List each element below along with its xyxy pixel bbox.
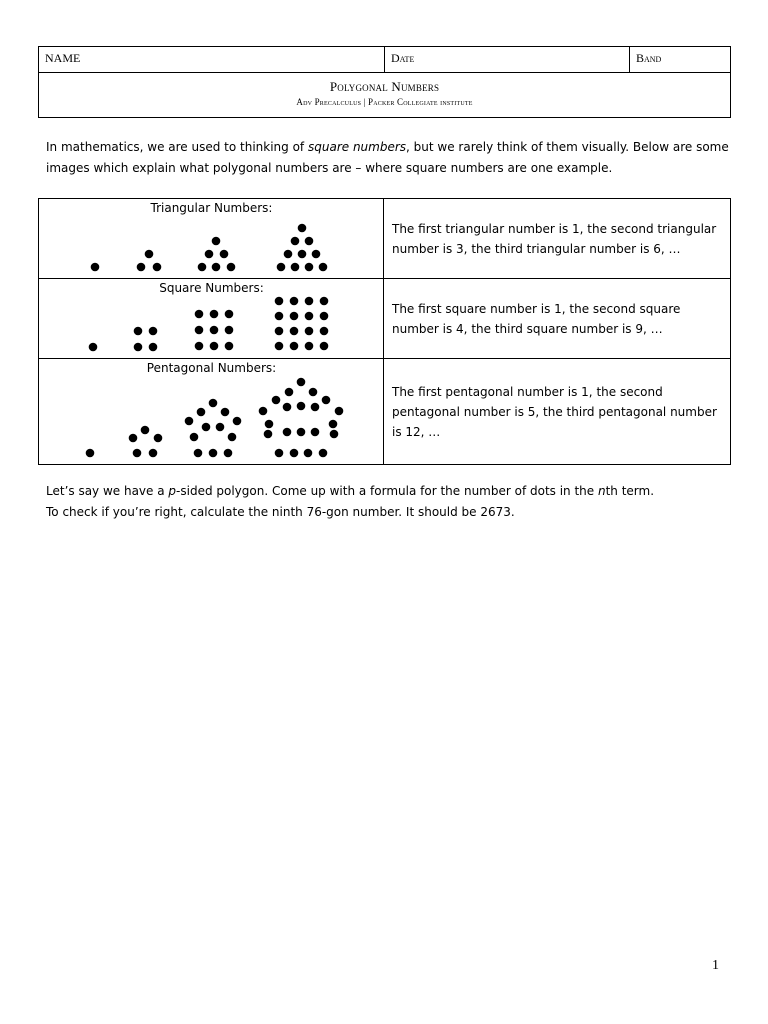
dot <box>185 417 194 426</box>
dot <box>190 433 199 442</box>
dot <box>154 434 163 443</box>
name-field[interactable] <box>39 47 384 72</box>
variable-n: n <box>597 484 606 498</box>
dot <box>212 263 221 272</box>
dot <box>283 428 292 437</box>
dot <box>284 250 293 259</box>
dot <box>305 312 314 321</box>
dot <box>259 407 268 416</box>
dot <box>311 403 320 412</box>
question-line-1 <box>46 481 736 502</box>
dot <box>195 342 204 351</box>
dot <box>195 310 204 319</box>
dot <box>275 342 284 351</box>
dot <box>210 342 219 351</box>
dot <box>194 449 203 458</box>
band-field[interactable] <box>629 47 732 72</box>
dot <box>275 297 284 306</box>
dot <box>209 399 218 408</box>
triangular-description: The first triangular number is 1, the second triangular number is 3, the third triangular number is 6, … <box>392 221 717 256</box>
question-text-a: Let’s say we have a <box>46 484 169 498</box>
dot <box>275 449 284 458</box>
dot <box>137 263 146 272</box>
question-text-c: th term. <box>605 484 655 498</box>
dot <box>134 343 143 352</box>
square-figure-cell <box>39 279 384 358</box>
dot <box>305 297 314 306</box>
dot <box>298 224 307 233</box>
pentagonal-description-cell <box>384 359 730 464</box>
question-paragraph <box>46 481 736 523</box>
dot <box>198 263 207 272</box>
dot <box>205 250 214 259</box>
triangular-label: Triangular Numbers: <box>150 201 273 215</box>
document-title: Polygonal Numbers <box>329 79 440 94</box>
dot <box>265 420 274 429</box>
dot <box>216 423 225 432</box>
dot <box>197 408 206 417</box>
dot <box>228 433 237 442</box>
triangular-figure-cell <box>39 199 384 278</box>
dot <box>210 326 219 335</box>
band-label: Band <box>636 51 662 65</box>
dot <box>220 250 229 259</box>
variable-p: p <box>168 484 177 498</box>
pentagonal-dots-figure <box>39 359 384 464</box>
dot <box>304 449 313 458</box>
dot <box>312 250 321 259</box>
intro-emphasis: square numbers <box>307 140 407 154</box>
dot <box>209 449 218 458</box>
dot <box>91 263 100 272</box>
dot <box>202 423 211 432</box>
dot <box>290 342 299 351</box>
dot <box>195 326 204 335</box>
dot <box>297 378 306 387</box>
dot <box>305 237 314 246</box>
dot <box>134 327 143 336</box>
dot <box>275 312 284 321</box>
dot <box>311 428 320 437</box>
dot <box>141 426 150 435</box>
dot <box>320 297 329 306</box>
dot <box>221 408 230 417</box>
dot <box>133 449 142 458</box>
dot <box>233 417 242 426</box>
pentagonal-label: Pentagonal Numbers: <box>146 361 277 375</box>
dot <box>319 449 328 458</box>
header-fields-row <box>39 47 730 73</box>
dot <box>297 428 306 437</box>
intro-paragraph <box>46 137 736 179</box>
dot <box>329 420 338 429</box>
dot <box>309 388 318 397</box>
title-block <box>39 73 730 107</box>
dot <box>298 250 307 259</box>
dot <box>335 407 344 416</box>
date-field[interactable] <box>384 47 629 72</box>
dot <box>330 430 339 439</box>
polygonal-numbers-table <box>38 198 731 465</box>
pentagonal-description: The first pentagonal number is 1, the second pentagonal number is 5, the third pentagonal number is 12, … <box>392 384 717 439</box>
intro-text-2: , but we rarely think of them visually. Below are some images which explain what polygonal numbers are – where square numbers are one example. <box>46 140 729 175</box>
dot <box>290 449 299 458</box>
date-label: Date <box>391 51 415 65</box>
dot <box>210 310 219 319</box>
dot <box>291 263 300 272</box>
question-text-b: -sided polygon. Come up with a formula for the number of dots in the <box>176 484 598 498</box>
dot <box>320 342 329 351</box>
dot <box>305 342 314 351</box>
square-description: The first square number is 1, the second square number is 4, the third square number is 9, … <box>392 301 681 336</box>
dot <box>149 343 158 352</box>
dot <box>129 434 138 443</box>
dot <box>145 250 154 259</box>
dot <box>225 326 234 335</box>
pentagonal-row <box>39 359 730 464</box>
page-number: 1 <box>712 958 719 973</box>
dot <box>322 396 331 405</box>
dot <box>290 297 299 306</box>
dot <box>291 237 300 246</box>
triangular-description-cell <box>384 199 730 278</box>
square-label: Square Numbers: <box>159 281 264 295</box>
dot <box>290 312 299 321</box>
dot <box>319 263 328 272</box>
dot <box>212 237 221 246</box>
dot <box>149 449 158 458</box>
square-row <box>39 279 730 359</box>
triangular-row <box>39 199 730 279</box>
question-line-2: To check if you’re right, calculate the ninth 76-gon number. It should be 2673. <box>46 505 515 519</box>
dot <box>225 310 234 319</box>
document-subtitle: Adv Precalculus | Packer Collegiate institute <box>296 97 473 107</box>
dot <box>320 312 329 321</box>
triangular-dots-figure <box>39 199 384 279</box>
dot <box>224 449 233 458</box>
dot <box>290 327 299 336</box>
dot <box>297 402 306 411</box>
name-label: NAME <box>45 51 81 65</box>
header-table <box>38 46 731 118</box>
dot <box>227 263 236 272</box>
dot <box>149 327 158 336</box>
dot <box>89 343 98 352</box>
dot <box>305 327 314 336</box>
dot <box>225 342 234 351</box>
square-description-cell <box>384 279 730 358</box>
dot <box>320 327 329 336</box>
intro-text-1: In mathematics, we are used to thinking of <box>46 140 308 154</box>
pentagonal-figure-cell <box>39 359 384 464</box>
dot <box>283 403 292 412</box>
dot <box>275 327 284 336</box>
dot <box>264 430 273 439</box>
square-dots-figure <box>39 279 384 359</box>
dot <box>305 263 314 272</box>
dot <box>277 263 286 272</box>
dot <box>153 263 162 272</box>
dot <box>272 396 281 405</box>
dot <box>86 449 95 458</box>
dot <box>285 388 294 397</box>
